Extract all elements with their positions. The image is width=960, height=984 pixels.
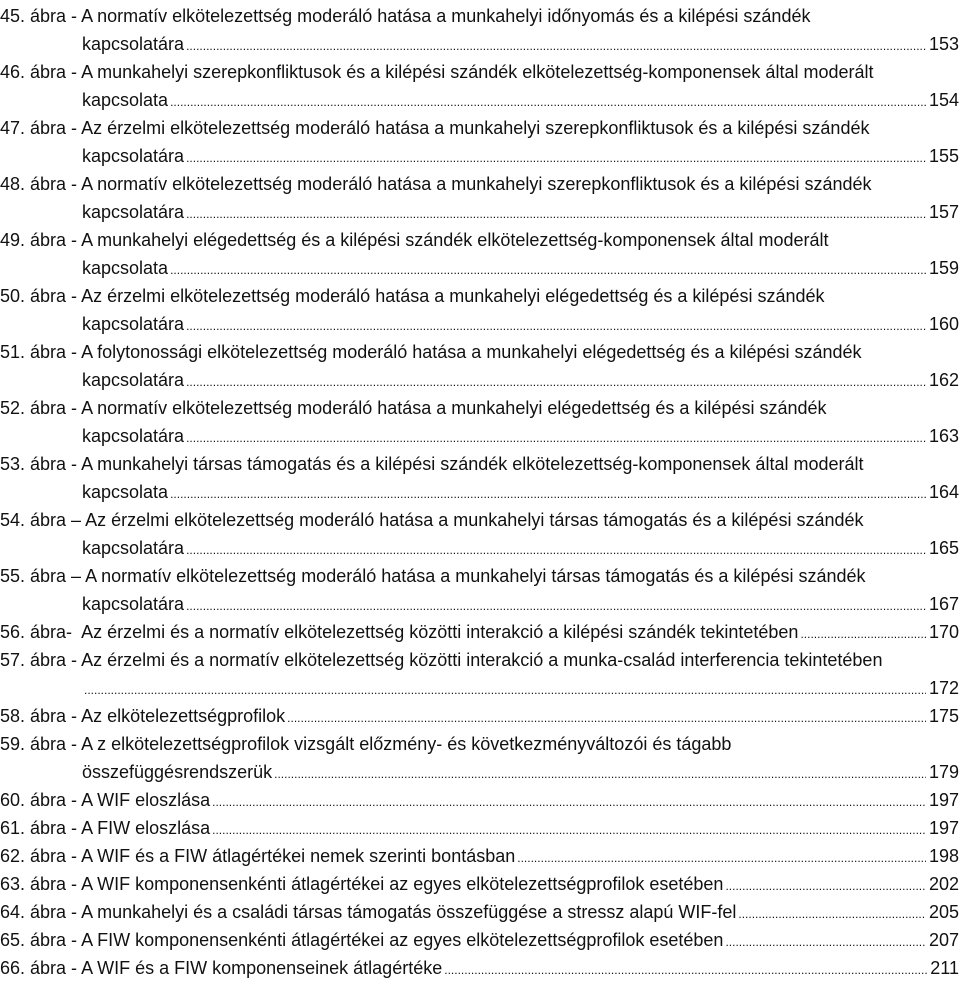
leader-dots [186,32,926,60]
figure-label: ábra - [25,930,82,950]
figure-caption [0,842,515,870]
toc-entry[interactable] [0,562,960,618]
figure-title: A normatív elkötelezettség moderáló hatása a munkahelyi társas támogatás és a kilépési szándék [85,566,866,586]
figure-title: A munkahelyi elégedettség és a kilépési szándék elkötelezettség-komponensek által moderált [81,230,829,250]
leader-dots [186,368,926,396]
toc-entry-continuation [0,674,960,702]
figure-number: 58. [0,706,26,726]
page-number[interactable]: 159 [928,258,959,278]
figure-title: Az érzelmi elkötelezettség moderáló hatása a munkahelyi elégedettség és a kilépési szándék [81,286,825,306]
toc-entry-title-line [0,898,960,926]
leader-dots [212,788,926,816]
figure-number: 51. [0,342,26,362]
page-number[interactable]: 165 [928,538,959,558]
figure-caption [0,926,723,954]
toc-entry[interactable] [0,114,960,170]
figure-label: ábra - [25,6,82,26]
leader-dots [186,312,926,340]
page-number[interactable]: 197 [928,790,959,810]
toc-entry[interactable] [0,646,960,702]
page-number[interactable]: 163 [928,426,959,446]
toc-entry-title-line [0,562,960,590]
figure-label: ábra - [25,286,82,306]
figure-title-continuation: kapcsolata [82,90,169,110]
figure-title: A FIW komponensenkénti átlagértékei az egyes elkötelezettségprofilok esetében [81,930,724,950]
toc-entry[interactable] [0,450,960,506]
figure-number: 60. [0,790,26,810]
figure-number: 53. [0,454,26,474]
figure-title-continuation: kapcsolatára [82,426,185,446]
leader-dots [274,760,926,788]
figure-caption [0,786,210,814]
figure-label: ábra- [25,622,82,642]
figure-number: 59. [0,734,26,754]
toc-entry-title-line [0,618,960,646]
figure-label: ábra – [25,566,86,586]
toc-entry-continuation [0,478,960,506]
toc-entry-title-line [0,394,960,422]
figure-title: Az elkötelezettségprofilok [81,706,286,726]
toc-entry-title-line [0,338,960,366]
figure-title: A folytonossági elkötelezettség moderáló hatása a munkahelyi elégedettség és a kilépési szándék [81,342,862,362]
toc-entry-continuation [0,86,960,114]
page-number[interactable]: 154 [928,90,959,110]
page-number[interactable]: 170 [928,622,959,642]
toc-entry-title-line [0,282,960,310]
figure-title: A munkahelyi és a családi társas támogatás összefüggése a stressz alapú WIF-fel [81,902,737,922]
figure-number: 55. [0,566,26,586]
page-number[interactable]: 164 [928,482,959,502]
figure-title-continuation: kapcsolatára [82,370,185,390]
toc-entry-title-line [0,58,960,86]
figure-number: 45. [0,6,26,26]
leader-dots [170,256,926,284]
figure-caption [0,954,442,982]
figure-number: 50. [0,286,26,306]
toc-entry-continuation [0,142,960,170]
toc-entry-continuation [0,254,960,282]
page-number[interactable]: 155 [928,146,959,166]
figure-title-continuation: kapcsolatára [82,146,185,166]
figure-label: ábra - [25,874,82,894]
figure-title: A WIF komponensenkénti átlagértékei az egyes elkötelezettségprofilok esetében [81,874,724,894]
figure-caption [0,702,285,730]
leader-dots [212,816,926,844]
figure-label: ábra - [25,958,82,978]
toc-entry[interactable] [0,730,960,786]
figure-title: Az érzelmi és a normatív elkötelezettség közötti interakció a kilépési szándék tekintetében [81,622,799,642]
toc-entry-continuation [0,198,960,226]
figure-title: A normatív elkötelezettség moderáló hatása a munkahelyi szerepkonfliktusok és a kilépési szándék [81,174,872,194]
toc-entry-continuation [0,30,960,58]
toc-entry-title-line [0,646,960,674]
toc-entry[interactable] [0,814,960,842]
toc-entry[interactable] [0,954,960,982]
figure-title: A munkahelyi szerepkonfliktusok és a kilépési szándék elkötelezettség-komponensek által moderált [81,62,874,82]
figure-label: ábra - [25,118,82,138]
figure-label: ábra - [25,818,82,838]
figure-number: 54. [0,510,26,530]
figure-caption [0,618,798,646]
page-number[interactable]: 205 [928,902,959,922]
figure-title-continuation: kapcsolatára [82,594,185,614]
figure-caption [0,898,736,926]
figure-number: 64. [0,902,26,922]
figure-title-continuation: kapcsolatára [82,538,185,558]
toc-entry[interactable] [0,786,960,814]
toc-entry-title-line [0,870,960,898]
toc-entry-continuation [0,590,960,618]
figure-number: 49. [0,230,26,250]
leader-dots [725,872,926,900]
figure-title: A munkahelyi társas támogatás és a kilépési szándék elkötelezettség-komponensek által moderált [81,454,864,474]
leader-dots [186,144,926,172]
figure-number: 63. [0,874,26,894]
page-number[interactable]: 175 [928,706,959,726]
page-number[interactable]: 162 [928,370,959,390]
leader-dots [84,676,926,704]
toc-entry[interactable] [0,926,960,954]
toc-entry-title-line [0,786,960,814]
figure-title-continuation: kapcsolata [82,258,169,278]
figure-label: ábra – [25,510,86,530]
figure-label: ábra - [25,398,82,418]
figure-number: 65. [0,930,26,950]
toc-entry-title-line [0,954,960,982]
leader-dots [517,844,926,872]
figure-label: ábra - [25,846,82,866]
figure-label: ábra - [25,174,82,194]
toc-entry-continuation [0,366,960,394]
figure-number: 66. [0,958,26,978]
toc-entry-title-line [0,2,960,30]
figure-label: ábra - [25,706,82,726]
figure-number: 46. [0,62,26,82]
figure-label: ábra - [25,454,82,474]
toc-entry-title-line [0,926,960,954]
figure-title-continuation: kapcsolatára [82,314,185,334]
figure-label: ábra - [25,62,82,82]
toc-entry-title-line [0,730,960,758]
page-number[interactable]: 172 [928,678,959,698]
leader-dots [287,704,926,732]
leader-dots [800,620,926,648]
leader-dots [186,536,926,564]
figure-caption [0,814,210,842]
figure-number: 62. [0,846,26,866]
toc-entry-continuation [0,534,960,562]
toc-entry[interactable] [0,394,960,450]
toc-entry[interactable] [0,2,960,58]
figure-label: ábra - [25,342,82,362]
toc-entry-title-line [0,506,960,534]
figure-title: A WIF és a FIW komponenseinek átlagértéke [81,958,443,978]
leader-dots [186,424,926,452]
leader-dots [170,480,926,508]
figure-title: A normatív elkötelezettség moderáló hatása a munkahelyi elégedettség és a kilépési szándék [81,398,827,418]
page-number[interactable]: 167 [928,594,959,614]
figure-title-continuation: összefüggésrendszerük [82,762,273,782]
toc-entry[interactable] [0,226,960,282]
page-number[interactable]: 157 [928,202,959,222]
leader-dots [186,200,926,228]
leader-dots [186,592,926,620]
page-number[interactable]: 211 [930,958,959,978]
figure-label: ábra - [25,650,82,670]
page-number[interactable]: 153 [928,34,959,54]
figure-label: ábra - [25,790,82,810]
figure-caption [0,870,723,898]
figure-label: ábra - [25,230,82,250]
toc-entry-title-line [0,814,960,842]
page-number[interactable]: 202 [928,874,959,894]
figure-title: Az érzelmi elkötelezettség moderáló hatása a munkahelyi szerepkonfliktusok és a kilépési szándék [81,118,870,138]
figure-number: 48. [0,174,26,194]
toc-entry-continuation [0,422,960,450]
page-number[interactable]: 179 [928,762,959,782]
toc-entry[interactable] [0,870,960,898]
page-number[interactable]: 160 [928,314,959,334]
figure-number: 47. [0,118,26,138]
leader-dots [170,88,926,116]
page-number[interactable]: 197 [928,818,959,838]
toc-entry[interactable] [0,618,960,646]
figure-title-continuation: kapcsolatára [82,34,185,54]
figure-label: ábra - [25,902,82,922]
toc-entry-continuation [0,758,960,786]
leader-dots [738,900,926,928]
toc-entry-title-line [0,114,960,142]
toc-entry[interactable] [0,702,960,730]
toc-entry-title-line [0,450,960,478]
figure-title: Az érzelmi és a normatív elkötelezettség közötti interakció a munka-család interferencia tekintetében [81,650,883,670]
figure-title-continuation: kapcsolata [82,482,169,502]
figure-title: A normatív elkötelezettség moderáló hatása a munkahelyi időnyomás és a kilépési szándék [81,6,811,26]
toc-entry[interactable] [0,338,960,394]
page-number[interactable]: 207 [928,930,959,950]
toc-entry[interactable] [0,58,960,114]
toc-entry[interactable] [0,898,960,926]
leader-dots [444,956,927,984]
toc-entry[interactable] [0,506,960,562]
toc-entry-title-line [0,226,960,254]
figure-title: Az érzelmi elkötelezettség moderáló hatása a munkahelyi társas támogatás és a kilépési szándék [85,510,864,530]
toc-entry[interactable] [0,842,960,870]
figure-title: A z elkötelezettségprofilok vizsgált előzmény- és következményváltozói és tágabb [81,734,732,754]
figure-title: A WIF eloszlása [81,790,211,810]
toc-entry[interactable] [0,170,960,226]
page-number[interactable]: 198 [928,846,959,866]
figure-title: A WIF és a FIW átlagértékei nemek szerinti bontásban [81,846,516,866]
figure-title: A FIW eloszlása [81,818,211,838]
leader-dots [725,928,926,956]
toc-entry-continuation [0,310,960,338]
figure-number: 61. [0,818,26,838]
figure-number: 57. [0,650,26,670]
toc-entry-title-line [0,702,960,730]
toc-entry-title-line [0,170,960,198]
figure-number: 52. [0,398,26,418]
figure-label: ábra - [25,734,82,754]
toc-entry-title-line [0,842,960,870]
toc-entry[interactable] [0,282,960,338]
figure-number: 56. [0,622,26,642]
figure-title-continuation: kapcsolatára [82,202,185,222]
